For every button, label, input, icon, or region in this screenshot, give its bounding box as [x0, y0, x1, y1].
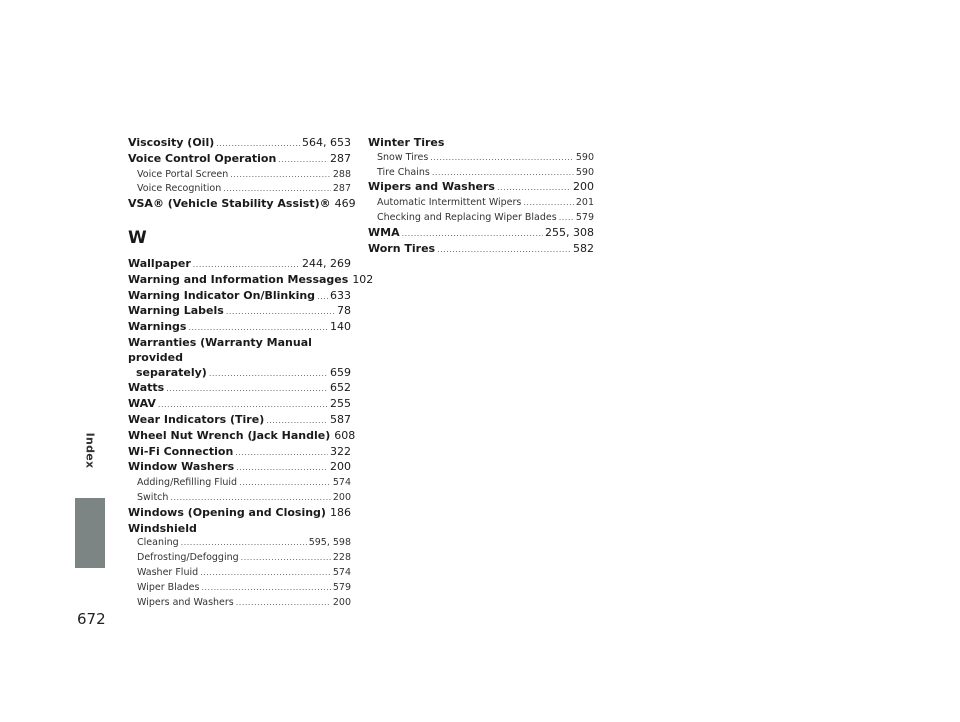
- entry-term: Adding/Refilling Fluid: [137, 477, 238, 489]
- entry-page: 574: [332, 477, 351, 489]
- leader-dots: [559, 211, 574, 226]
- index-entry[interactable]: [128, 289, 351, 305]
- entry-page: 587: [330, 412, 351, 426]
- index-group-w: [128, 256, 374, 336]
- entry-page: 288: [332, 168, 351, 180]
- index-entry[interactable]: [128, 460, 351, 476]
- entry-term: Checking and Replacing Wiper Blades: [377, 211, 557, 223]
- index-heading-winter-tires[interactable]: Winter Tires: [368, 136, 445, 149]
- index-entry[interactable]: [128, 152, 351, 168]
- entry-page: 595, 598: [308, 537, 351, 549]
- entry-term: Viscosity (Oil): [128, 136, 215, 149]
- entry-page: 200: [332, 491, 351, 503]
- entry-page: 102: [352, 272, 374, 286]
- leader-dots: [223, 182, 331, 197]
- entry-page: 287: [330, 151, 351, 165]
- index-entry[interactable]: [128, 397, 351, 413]
- index-entry[interactable]: [128, 272, 374, 289]
- index-subentry[interactable]: [128, 596, 351, 611]
- entry-term: Warning Labels: [128, 304, 224, 318]
- index-column-right: [368, 136, 594, 257]
- entry-page: 590: [575, 151, 594, 163]
- index-entry[interactable]: [368, 242, 594, 258]
- entry-page: 659: [330, 365, 351, 379]
- entry-page: 322: [330, 444, 351, 458]
- entry-page: 287: [332, 183, 351, 195]
- entry-term: Wipers and Washers: [368, 180, 495, 194]
- entry-page: 255, 308: [545, 225, 594, 239]
- windshield-subentries: [128, 536, 351, 610]
- leader-dots: [188, 321, 328, 336]
- entry-page: 78: [337, 304, 351, 318]
- index-subentry[interactable]: [368, 196, 594, 211]
- index-group-w-continued: [128, 381, 356, 521]
- entry-page: 633: [330, 288, 351, 302]
- index-entry[interactable]: [128, 257, 351, 273]
- entry-page: 608: [334, 428, 356, 442]
- entry-page: 200: [332, 596, 351, 608]
- leader-dots: [430, 151, 574, 166]
- leader-dots: [497, 181, 571, 196]
- leader-dots: [317, 290, 328, 305]
- entry-term: Voice Recognition: [137, 183, 222, 195]
- entry-term: Warnings: [128, 320, 187, 334]
- entry-page: 186: [330, 505, 351, 519]
- entry-term: Tire Chains: [377, 166, 430, 178]
- section-tab-marker: [75, 498, 105, 568]
- index-subentry[interactable]: [128, 491, 351, 506]
- entry-term: Washer Fluid: [137, 566, 199, 578]
- entry-page: 582: [573, 241, 594, 255]
- index-entry[interactable]: [128, 381, 351, 397]
- entry-page: 201: [575, 197, 594, 209]
- entry-term: Wipers and Washers: [137, 596, 234, 608]
- index-subentry[interactable]: [128, 566, 351, 581]
- entry-page: 579: [575, 211, 594, 223]
- index-column-left: [128, 136, 374, 610]
- index-entry[interactable]: [128, 445, 351, 461]
- entry-term: Wallpaper: [128, 256, 191, 270]
- entry-page: 228: [332, 552, 351, 564]
- index-group-v: [128, 136, 356, 213]
- index-subentry[interactable]: [368, 166, 594, 181]
- entry-term: Warning Indicator On/Blinking: [128, 288, 316, 302]
- entry-term: Wiper Blades: [137, 581, 200, 593]
- leader-dots: [523, 196, 573, 211]
- entry-term: Cleaning: [137, 537, 179, 549]
- leader-dots: [230, 168, 331, 183]
- index-group-w-right: [368, 180, 594, 257]
- index-subentry[interactable]: [128, 551, 351, 566]
- leader-dots: [236, 596, 331, 611]
- index-subentry[interactable]: [128, 182, 351, 197]
- index-subentry[interactable]: [368, 151, 594, 166]
- index-entry[interactable]: [128, 506, 351, 522]
- entry-page: 200: [330, 460, 351, 474]
- leader-dots: [402, 227, 543, 242]
- leader-dots: [201, 581, 330, 596]
- leader-dots: [200, 566, 331, 581]
- index-entry[interactable]: [128, 320, 351, 336]
- letter-heading: W: [128, 227, 147, 248]
- entry-term: Switch: [137, 491, 169, 503]
- page-number: 672: [77, 610, 106, 628]
- leader-dots: [166, 382, 328, 397]
- entry-term: Worn Tires: [368, 241, 436, 255]
- entry-term: Defrosting/Defogging: [137, 552, 239, 564]
- leader-dots: [241, 551, 331, 566]
- index-subentry[interactable]: [128, 168, 351, 183]
- leader-dots: [239, 476, 331, 491]
- leader-dots: [432, 166, 574, 181]
- entry-term: Voice Control Operation: [128, 151, 277, 165]
- entry-term: Wi-Fi Connection: [128, 444, 234, 458]
- leader-dots: [226, 305, 335, 320]
- winter-tires-subentries: [368, 151, 594, 181]
- leader-dots: [181, 536, 307, 551]
- leader-dots: [170, 491, 330, 506]
- entry-page: 244, 269: [302, 256, 351, 270]
- index-subentry[interactable]: [128, 536, 351, 551]
- entry-term-continued: separately): [136, 365, 207, 379]
- leader-dots: [235, 446, 328, 461]
- leader-dots: [236, 461, 328, 476]
- index-entry[interactable]: [128, 413, 351, 429]
- index-entry-warranties[interactable]: [128, 336, 351, 381]
- entry-page: 574: [332, 566, 351, 578]
- entry-page: 255: [330, 397, 351, 411]
- index-entry[interactable]: [128, 136, 351, 152]
- leader-dots: [209, 367, 328, 382]
- entry-term: Watts: [128, 381, 165, 395]
- index-entry[interactable]: [368, 226, 594, 242]
- leader-dots: [266, 414, 328, 429]
- entry-term: WMA: [368, 225, 400, 239]
- leader-dots: [216, 137, 300, 152]
- entry-term: Automatic Intermittent Wipers: [377, 197, 522, 209]
- entry-term: WAV: [128, 397, 156, 411]
- index-entry[interactable]: [128, 428, 356, 445]
- entry-page: 140: [330, 320, 351, 334]
- entry-page: 590: [575, 166, 594, 178]
- entry-page: 652: [330, 381, 351, 395]
- entry-term: VSA® (Vehicle Stability Assist)®: [128, 197, 331, 211]
- leader-dots: [437, 243, 571, 258]
- entry-term: Warning and Information Messages: [128, 272, 349, 286]
- entry-term: Window Washers: [128, 460, 235, 474]
- entry-page: 579: [332, 581, 351, 593]
- index-subentry[interactable]: [128, 581, 351, 596]
- entry-page: 469: [334, 197, 356, 211]
- entry-page: 564, 653: [302, 136, 351, 149]
- index-entry[interactable]: [128, 197, 356, 213]
- index-subentry[interactable]: [128, 476, 351, 491]
- leader-dots: [278, 153, 328, 168]
- entry-term: Wear Indicators (Tire): [128, 412, 265, 426]
- index-entry[interactable]: [368, 180, 594, 196]
- entry-page: 200: [573, 180, 594, 194]
- entry-term: Voice Portal Screen: [137, 168, 229, 180]
- entry-term: Wheel Nut Wrench (Jack Handle): [128, 428, 331, 442]
- index-entry[interactable]: [128, 304, 351, 320]
- entry-term: Windows (Opening and Closing): [128, 505, 326, 519]
- entry-term: Snow Tires: [377, 151, 429, 163]
- leader-dots: [193, 258, 300, 273]
- leader-dots: [158, 398, 328, 413]
- index-subentry[interactable]: [368, 211, 594, 226]
- index-heading-windshield[interactable]: Windshield: [128, 521, 197, 535]
- entry-term: Warranties (Warranty Manual provided: [128, 335, 312, 364]
- side-tab-label: Index: [83, 432, 97, 468]
